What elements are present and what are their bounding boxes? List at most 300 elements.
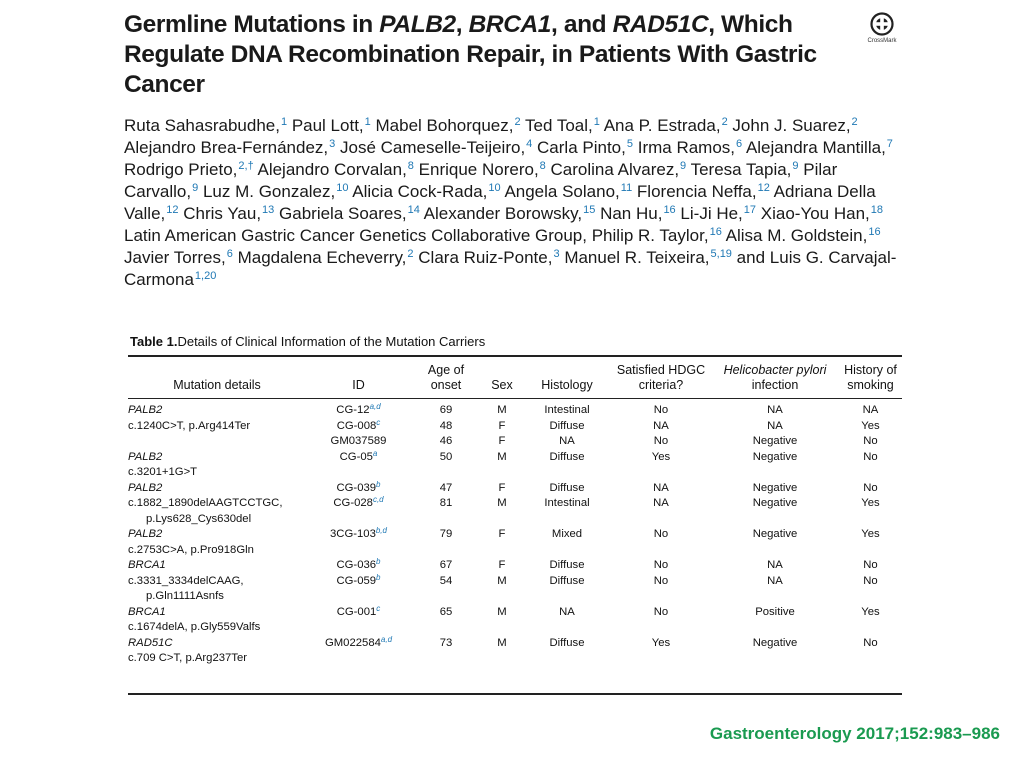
author-entry	[238, 248, 414, 267]
cell-id	[306, 419, 411, 435]
cell-histology	[523, 450, 611, 466]
cell-histology-value: Diffuse	[549, 574, 585, 587]
cell-age	[411, 620, 481, 636]
author-affiliation: 12	[757, 182, 770, 194]
author-name: Alejandro Corvalan,	[257, 160, 407, 179]
cell-id-value: CG-059	[336, 574, 377, 587]
author-affiliation: 9	[792, 160, 799, 172]
author-name: Irma Ramos,	[637, 138, 736, 157]
cell-age	[411, 399, 481, 419]
author-affiliation: 10	[488, 182, 501, 194]
id-footnote-marker: c,d	[372, 495, 384, 504]
cell-smoking	[839, 434, 902, 450]
cell-histology	[523, 558, 611, 574]
author-entry	[419, 160, 546, 179]
author-entry	[124, 248, 233, 267]
cell-sex	[481, 434, 523, 450]
author-entry	[124, 226, 587, 245]
id-footnote-marker: b	[376, 479, 381, 489]
cell-smoking	[839, 651, 902, 667]
cell-mutation-details	[128, 543, 306, 559]
cell-smoking-value: No	[863, 559, 878, 571]
cell-id-value: GM022584	[324, 636, 381, 649]
cell-id	[306, 399, 411, 419]
author-entry	[504, 182, 632, 201]
cell-age-value: 54	[439, 574, 453, 587]
cell-age-value: 81	[439, 497, 453, 509]
cell-smoking	[839, 589, 902, 605]
cell-histology	[523, 620, 611, 636]
cell-age-value: 48	[439, 419, 453, 432]
cell-age	[411, 450, 481, 466]
header-h-pylori-infection: Helicobacter pylori infection	[723, 363, 827, 392]
cell-mutation-details	[128, 620, 306, 636]
author-affiliation: 5	[626, 138, 633, 150]
cell-histology	[523, 419, 611, 435]
cell-h-pylori-value: Positive	[755, 605, 795, 618]
gene-name: PALB2	[128, 481, 163, 494]
cell-age-value: 69	[439, 404, 453, 416]
cell-smoking	[839, 636, 902, 652]
author-entry	[604, 116, 728, 135]
cell-hdgc-value: No	[653, 528, 669, 540]
id-footnote-marker: a	[372, 448, 378, 458]
cell-hdgc	[611, 481, 711, 497]
mutation-notation: c.3331_3334delCAAG,	[128, 574, 244, 587]
cell-h-pylori	[711, 543, 839, 559]
cell-hdgc-value: No	[653, 404, 669, 416]
cell-hdgc	[611, 496, 711, 512]
cell-sex-value: F	[498, 435, 506, 447]
gene-name: PALB2	[128, 404, 163, 416]
cell-h-pylori	[711, 651, 839, 667]
header-hdgc-criteria: Satisfied HDGC criteria?	[616, 363, 706, 392]
author-name: Mabel Bohorquez,	[375, 116, 514, 135]
mutation-carriers-table	[128, 355, 902, 695]
table-caption: Table 1.Details of Clinical Information of the Mutation Carriers	[130, 334, 486, 349]
author-name: Florencia Neffa,	[636, 182, 757, 201]
author-name: Teresa Tapia,	[690, 160, 792, 179]
cell-smoking-value: Yes	[861, 528, 880, 540]
table-row	[128, 620, 902, 636]
author-name: Ruta Sahasrabudhe,	[124, 116, 280, 135]
cell-hdgc	[611, 465, 711, 481]
cell-mutation-details	[128, 481, 306, 497]
header-mutation-details: Mutation details	[173, 378, 261, 392]
cell-sex	[481, 651, 523, 667]
cell-id-value: CG-008	[336, 419, 377, 432]
header-sex: Sex	[491, 378, 513, 392]
cell-histology	[523, 574, 611, 590]
cell-histology	[523, 636, 611, 652]
cell-smoking	[839, 574, 902, 590]
cell-histology-value: Diffuse	[549, 481, 585, 494]
cell-mutation-details	[128, 558, 306, 574]
table-row	[128, 636, 902, 652]
cell-histology	[523, 399, 611, 419]
gene-name: PALB2	[128, 528, 163, 540]
cell-smoking-value: No	[863, 450, 878, 463]
cell-mutation-details	[128, 527, 306, 543]
cell-id-value: CG-036	[336, 559, 377, 571]
author-name: Luis G. Carvajal-Carmona	[124, 248, 897, 289]
author-name: Manuel R. Teixeira,	[564, 248, 710, 267]
cell-hdgc	[611, 399, 711, 419]
cell-smoking	[839, 419, 902, 435]
author-name: Carla Pinto,	[537, 138, 626, 157]
cell-histology-value: Diffuse	[549, 450, 585, 463]
cell-smoking	[839, 465, 902, 481]
cell-sex-value: F	[498, 528, 506, 540]
cell-mutation-details	[128, 399, 306, 419]
cell-sex	[481, 481, 523, 497]
cell-smoking-value: No	[863, 636, 878, 649]
author-name: Alejandro Brea-Fernández,	[124, 138, 329, 157]
cell-id	[306, 434, 411, 450]
author-affiliation: 2	[851, 116, 858, 128]
mutation-notation: p.Gln1111Asnfs	[146, 590, 224, 602]
crossmark-icon	[870, 12, 894, 38]
author-affiliation: 2	[407, 248, 414, 260]
cell-histology-value: Intestinal	[544, 497, 590, 509]
author-affiliation: 13	[262, 204, 275, 216]
author-entry	[726, 226, 881, 245]
cell-age	[411, 558, 481, 574]
cell-hdgc	[611, 651, 711, 667]
author-entry	[124, 116, 287, 135]
author-name: Gabriela Soares,	[279, 204, 407, 223]
cell-age-value: 73	[439, 636, 453, 649]
author-affiliation: 4	[526, 138, 533, 150]
cell-sex-value: M	[497, 605, 507, 618]
author-name: Philip R. Taylor,	[591, 226, 709, 245]
author-name: Alicia Cock-Rada,	[352, 182, 488, 201]
cell-id	[306, 450, 411, 466]
header-age-of-onset: Age of onset	[427, 363, 465, 392]
cell-id	[306, 481, 411, 497]
author-entry	[525, 116, 600, 135]
author-name: Nan Hu,	[600, 204, 663, 223]
id-footnote-marker: b	[376, 572, 381, 582]
cell-smoking-value: No	[863, 574, 878, 587]
author-name: Alexander Borowsky,	[423, 204, 583, 223]
table-row	[128, 605, 902, 621]
cell-hdgc	[611, 589, 711, 605]
cell-h-pylori	[711, 450, 839, 466]
author-name: Alisa M. Goldstein,	[725, 226, 868, 245]
author-name: and	[736, 248, 766, 267]
cell-age	[411, 481, 481, 497]
gene-name: PALB2	[128, 450, 163, 463]
author-affiliation: 3	[329, 138, 336, 150]
cell-age	[411, 434, 481, 450]
author-affiliation: 7	[886, 138, 893, 150]
cell-smoking	[839, 543, 902, 559]
table-bottom-rule	[128, 693, 902, 695]
cell-id	[306, 496, 411, 512]
table-row	[128, 399, 902, 419]
author-affiliation: 15	[583, 204, 596, 216]
cell-h-pylori-value: NA	[767, 404, 783, 416]
author-name: Adriana Della Valle,	[124, 182, 876, 223]
cell-id	[306, 512, 411, 528]
table-row	[128, 512, 902, 528]
author-affiliation: 1	[280, 116, 288, 128]
cell-id	[306, 574, 411, 590]
cell-id	[306, 651, 411, 667]
cell-sex-value: M	[497, 404, 507, 416]
author-affiliation: 6	[736, 138, 743, 150]
id-footnote-marker: c	[376, 417, 381, 427]
cell-sex	[481, 450, 523, 466]
mutation-notation: c.709 C>T, p.Arg237Ter	[128, 652, 247, 664]
table-row	[128, 574, 902, 590]
cell-smoking	[839, 512, 902, 528]
cell-sex-value: F	[498, 559, 506, 571]
cell-sex	[481, 574, 523, 590]
author-affiliation: 10	[336, 182, 349, 194]
cell-sex-value: F	[498, 419, 506, 432]
cell-hdgc-value: No	[653, 605, 669, 618]
mutation-notation: c.3201+1G>T	[128, 466, 198, 478]
cell-smoking	[839, 527, 902, 543]
author-affiliation: 1,20	[194, 270, 217, 282]
cell-h-pylori-value: Negative	[752, 450, 798, 463]
author-name: John J. Suarez,	[732, 116, 851, 135]
cell-mutation-details	[128, 605, 306, 621]
gene-name: RAD51C	[128, 636, 173, 649]
cell-id	[306, 636, 411, 652]
cell-sex	[481, 636, 523, 652]
author-entry	[257, 160, 413, 179]
cell-id	[306, 558, 411, 574]
author-entry	[418, 248, 559, 267]
cell-sex	[481, 419, 523, 435]
cell-histology-value: NA	[559, 435, 575, 447]
cell-histology	[523, 543, 611, 559]
cell-id-value: 3CG-103	[330, 528, 376, 540]
author-name: Chris Yau,	[183, 204, 262, 223]
author-entry	[376, 116, 521, 135]
mutation-notation: c.2753C>A, p.Pro918Gln	[128, 543, 254, 556]
cell-mutation-details	[128, 450, 306, 466]
cell-hdgc	[611, 574, 711, 590]
cell-sex	[481, 543, 523, 559]
cell-h-pylori-value: Negative	[752, 528, 798, 540]
author-affiliation: 2	[514, 116, 521, 128]
header-id: ID	[352, 378, 365, 392]
table-row	[128, 651, 902, 667]
author-entry	[638, 138, 742, 157]
author-name: Paul Lott,	[291, 116, 364, 135]
author-list	[124, 115, 914, 291]
cell-age	[411, 651, 481, 667]
table-row	[128, 558, 902, 574]
cell-id-value: CG-05	[339, 450, 373, 463]
author-affiliation: 17	[743, 204, 757, 216]
cell-hdgc-value: Yes	[651, 450, 671, 463]
author-affiliation: 5,19	[710, 248, 732, 260]
author-entry	[537, 138, 633, 157]
author-entry	[680, 204, 756, 223]
author-entry	[732, 116, 857, 135]
cell-sex	[481, 399, 523, 419]
cell-hdgc	[611, 450, 711, 466]
author-entry	[551, 160, 687, 179]
paper-title: Germline Mutations in PALB2, BRCA1, and RAD51C, Which Regulate DNA Recombination Repair, in Patients With Gastric Cancer	[124, 11, 817, 98]
id-footnote-marker: c	[376, 603, 381, 613]
cell-smoking-value: NA	[862, 404, 879, 416]
cell-id-value: CG-028	[333, 497, 373, 509]
author-affiliation: 16	[868, 226, 881, 238]
cell-histology-value: Intestinal	[544, 404, 590, 416]
cell-id	[306, 543, 411, 559]
id-footnote-marker: b,d	[375, 526, 387, 535]
author-entry	[124, 160, 254, 179]
author-affiliation: 1	[364, 116, 371, 128]
cell-histology	[523, 605, 611, 621]
cell-mutation-details	[128, 434, 306, 450]
cell-age	[411, 605, 481, 621]
cell-h-pylori-value: Negative	[752, 497, 798, 509]
gene-name: BRCA1	[128, 605, 166, 618]
author-affiliation: 1	[593, 116, 600, 128]
author-entry	[737, 248, 765, 267]
author-entry	[279, 204, 420, 223]
cell-hdgc-value: No	[653, 574, 669, 587]
author-affiliation: 16	[663, 204, 676, 216]
cell-sex	[481, 620, 523, 636]
cell-h-pylori	[711, 636, 839, 652]
cell-h-pylori-value: NA	[767, 574, 783, 587]
cell-hdgc-value: NA	[653, 481, 669, 494]
cell-h-pylori	[711, 605, 839, 621]
cell-age	[411, 589, 481, 605]
table-body	[128, 399, 902, 667]
cell-histology	[523, 481, 611, 497]
cell-smoking-value: No	[863, 481, 878, 494]
cell-h-pylori	[711, 481, 839, 497]
table-row	[128, 450, 902, 466]
cell-age	[411, 527, 481, 543]
author-affiliation: 16	[709, 226, 722, 238]
cell-h-pylori	[711, 558, 839, 574]
cell-mutation-details	[128, 419, 306, 435]
cell-h-pylori-value: Negative	[752, 636, 798, 649]
author-affiliation: 14	[407, 204, 420, 216]
cell-histology-value: Diffuse	[549, 419, 585, 432]
cell-sex-value: F	[498, 481, 506, 494]
id-footnote-marker: b	[376, 557, 381, 566]
cell-age-value: 65	[439, 605, 453, 618]
author-entry	[746, 138, 893, 157]
cell-age-value: 47	[439, 481, 453, 494]
cell-histology	[523, 434, 611, 450]
header-histology: Histology	[541, 378, 593, 392]
author-entry	[691, 160, 799, 179]
cell-id	[306, 527, 411, 543]
cell-id-value: CG-001	[336, 605, 377, 618]
cell-hdgc-value: NA	[653, 497, 669, 509]
crossmark-badge[interactable]	[864, 12, 900, 52]
mutation-notation: p.Lys628_Cys630del	[146, 512, 252, 525]
cell-hdgc-value: NA	[653, 419, 669, 432]
cell-h-pylori	[711, 419, 839, 435]
cell-id	[306, 465, 411, 481]
table-header-row	[128, 356, 902, 399]
author-name: Enrique Norero,	[418, 160, 539, 179]
cell-sex	[481, 527, 523, 543]
cell-histology	[523, 527, 611, 543]
author-entry	[600, 204, 676, 223]
author-name: Ana P. Estrada,	[603, 116, 721, 135]
author-name: Rodrigo Prieto,	[124, 160, 238, 179]
author-entry	[352, 182, 500, 201]
cell-hdgc	[611, 636, 711, 652]
cell-sex	[481, 558, 523, 574]
author-affiliation: 11	[620, 182, 633, 194]
cell-mutation-details	[128, 589, 306, 605]
id-footnote-marker: a,d	[369, 402, 381, 411]
cell-sex	[481, 605, 523, 621]
cell-smoking	[839, 399, 902, 419]
cell-smoking-value: No	[863, 435, 878, 447]
cell-smoking	[839, 496, 902, 512]
cell-sex-value: M	[497, 497, 507, 509]
author-affiliation: 18	[870, 204, 884, 216]
cell-hdgc-value: No	[653, 559, 669, 571]
journal-citation: Gastroenterology 2017;152:983–986	[709, 724, 1000, 743]
cell-histology-value: NA	[559, 605, 575, 618]
cell-h-pylori-value: Negative	[752, 481, 798, 494]
cell-age-value: 67	[439, 559, 453, 571]
table-row	[128, 543, 902, 559]
table-row	[128, 434, 902, 450]
cell-smoking-value: Yes	[861, 605, 880, 618]
cell-h-pylori	[711, 434, 839, 450]
cell-h-pylori-value: NA	[767, 419, 783, 432]
cell-age	[411, 636, 481, 652]
cell-smoking-value: Yes	[861, 497, 880, 509]
crossmark-label: CrossMark	[867, 38, 897, 44]
cell-smoking	[839, 450, 902, 466]
cell-sex-value: M	[497, 574, 507, 587]
author-name: Javier Torres,	[124, 248, 226, 267]
author-entry	[637, 182, 770, 201]
id-footnote-marker: a,d	[380, 634, 393, 644]
header-smoking-history: History of smoking	[844, 363, 897, 392]
author-name: José Cameselle-Teijeiro,	[339, 138, 526, 157]
author-entry	[564, 248, 732, 267]
cell-mutation-details	[128, 574, 306, 590]
cell-age-value: 46	[439, 435, 453, 447]
cell-mutation-details	[128, 465, 306, 481]
cell-age	[411, 512, 481, 528]
mutation-notation: c.1882_1890delAAGTCCTGC,	[128, 497, 283, 509]
cell-sex	[481, 465, 523, 481]
author-entry	[292, 116, 371, 135]
cell-h-pylori	[711, 620, 839, 636]
table-row	[128, 589, 902, 605]
cell-h-pylori	[711, 589, 839, 605]
cell-hdgc	[611, 527, 711, 543]
cell-smoking	[839, 605, 902, 621]
cell-hdgc	[611, 419, 711, 435]
author-entry	[124, 138, 335, 157]
author-entry	[424, 204, 596, 223]
author-affiliation: 8	[407, 160, 414, 172]
author-name: Carolina Alvarez,	[550, 160, 680, 179]
